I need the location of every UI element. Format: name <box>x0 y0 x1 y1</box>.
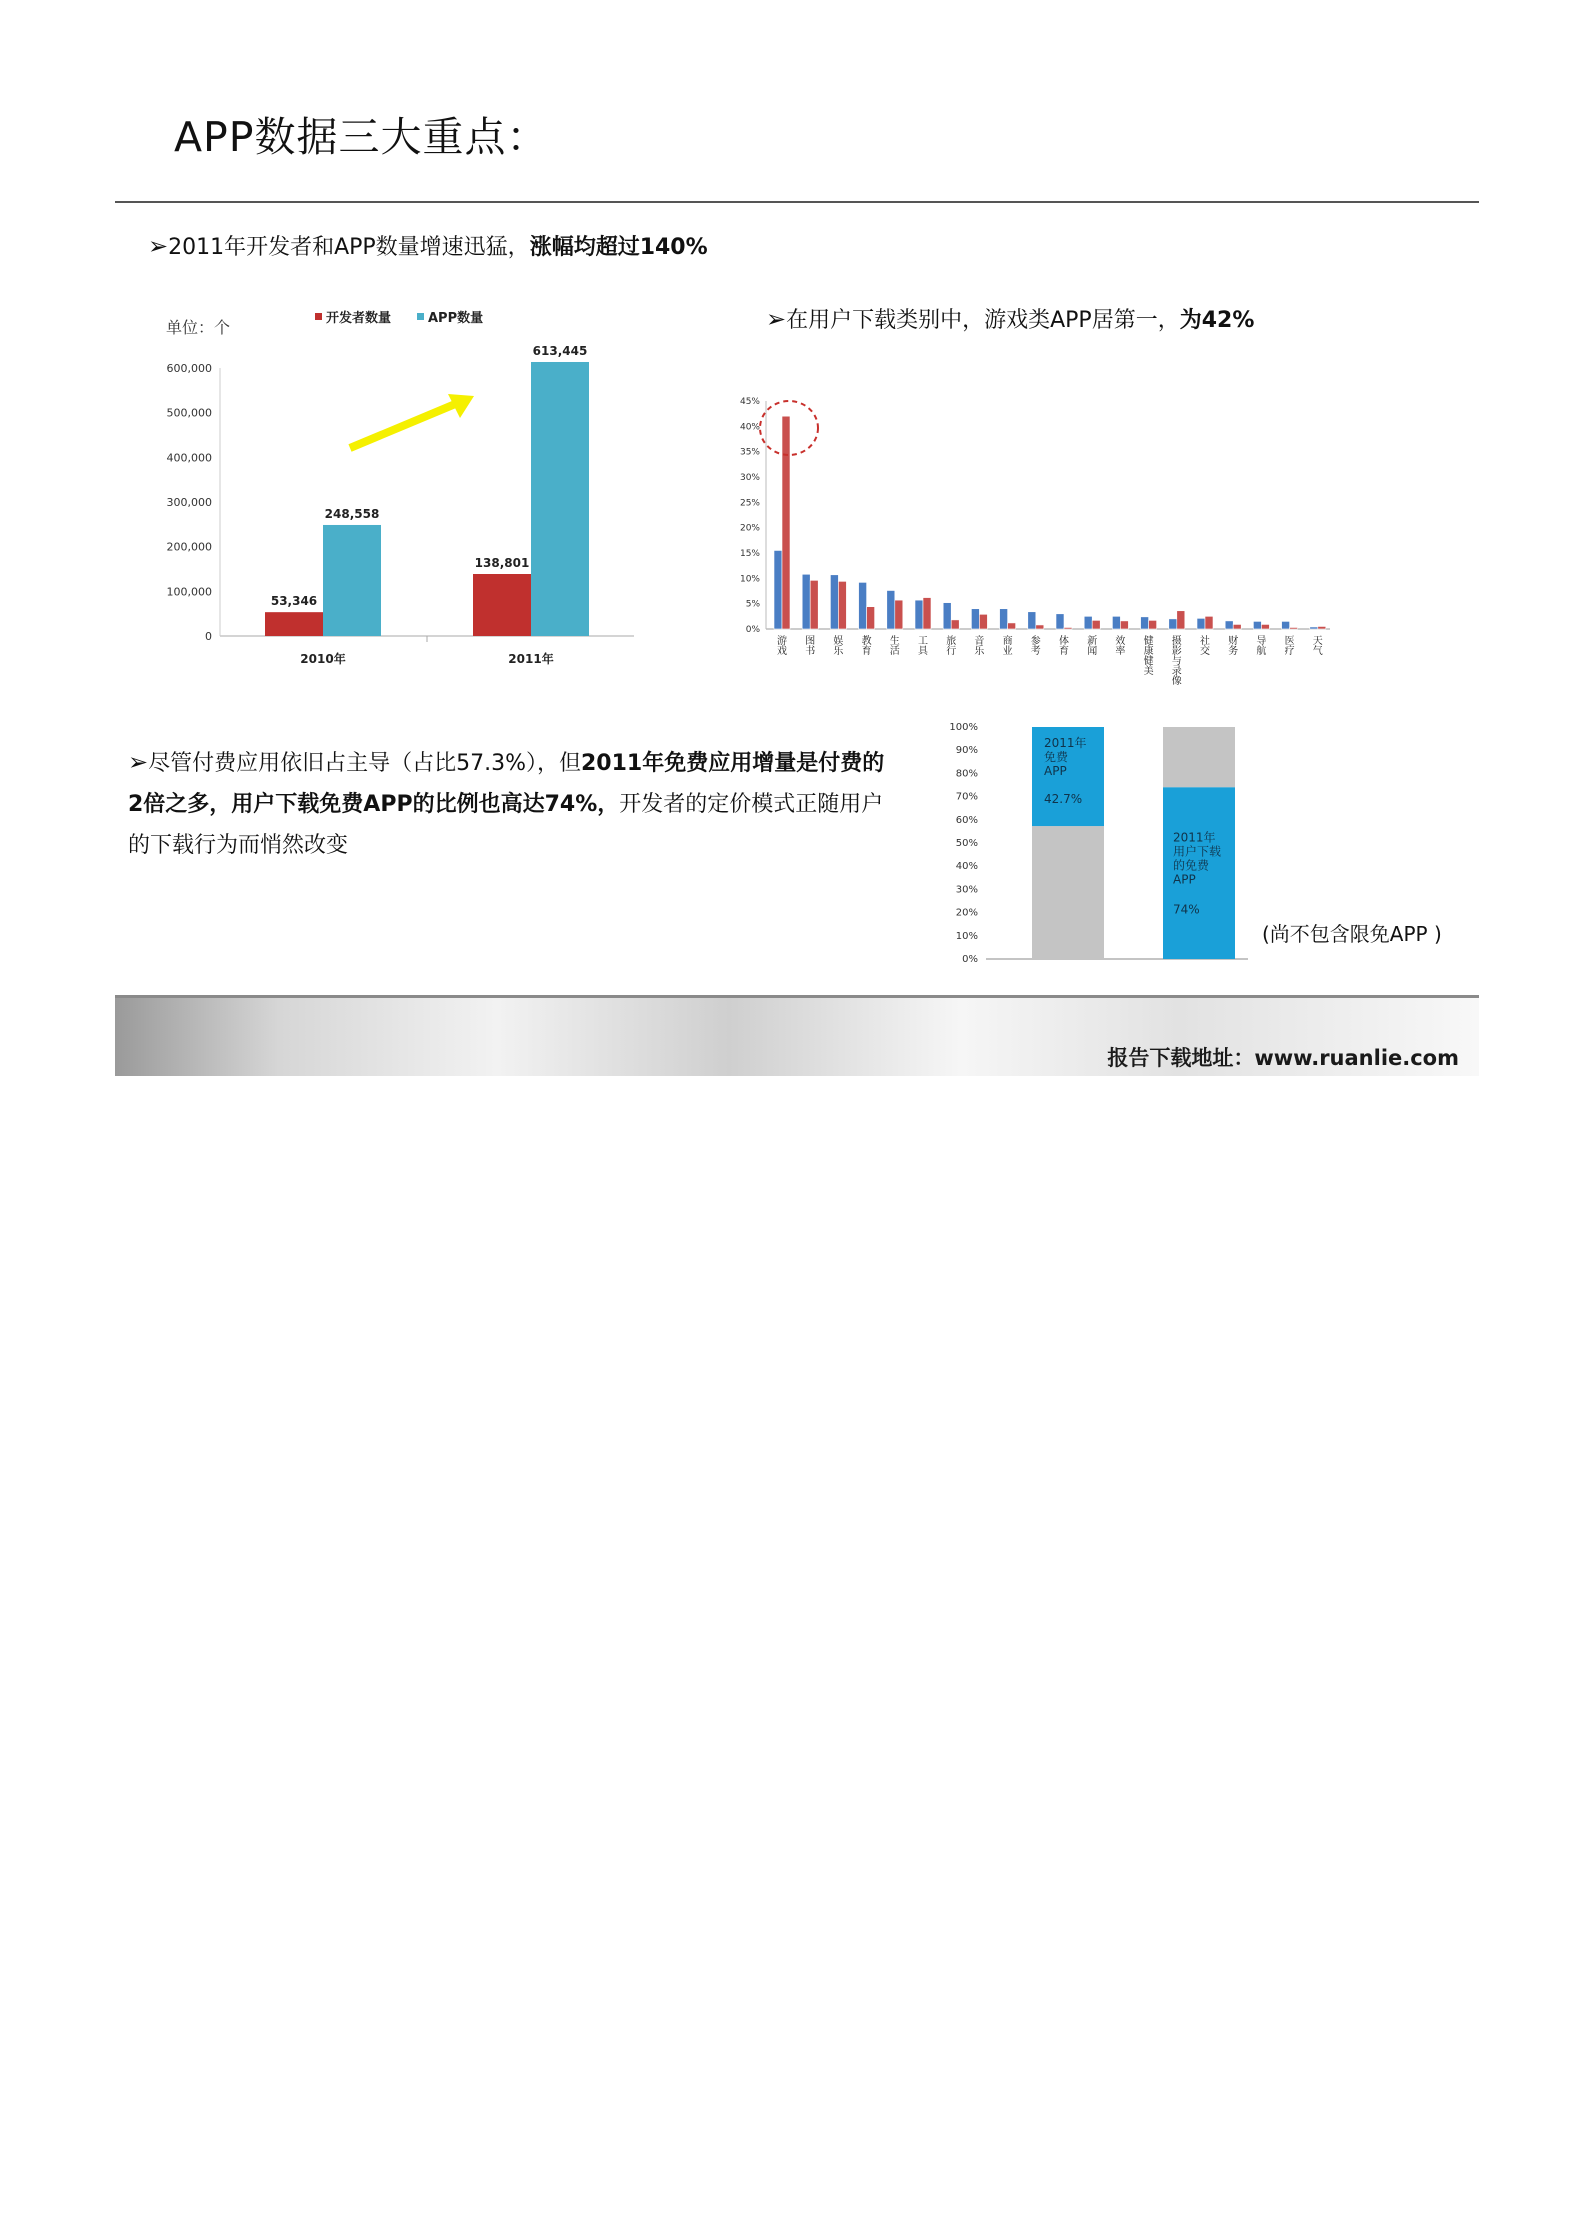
bar <box>1177 611 1185 629</box>
data-label: 613,445 <box>532 343 588 358</box>
bar <box>1141 617 1149 629</box>
download-category-chart <box>740 390 1340 710</box>
bar <box>774 550 782 629</box>
bar <box>1064 627 1072 629</box>
x-tick-label: 医疗 <box>1284 636 1295 657</box>
x-tick-label: 效率 <box>1115 636 1126 657</box>
x-tick-label: 音乐 <box>974 636 985 657</box>
bar <box>1120 621 1128 629</box>
bar-rest <box>1163 727 1235 787</box>
bar <box>1233 624 1241 629</box>
bar <box>838 581 846 629</box>
bar-label: 2011年 <box>1044 736 1087 750</box>
bullet-arrow-icon: ➢ <box>148 232 169 260</box>
bar <box>1310 627 1318 629</box>
x-tick-label: 财务 <box>1228 636 1239 657</box>
bullet-3 <box>128 742 888 866</box>
bar <box>943 603 951 629</box>
bar-label: 2011年 <box>1173 830 1216 845</box>
y-tick-label: 25% <box>740 498 760 509</box>
data-label: 248,558 <box>324 506 380 521</box>
y-tick-label: 60% <box>955 814 978 826</box>
y-tick-label: 40% <box>955 861 978 873</box>
bullet-1 <box>148 230 708 261</box>
bar <box>1092 620 1100 629</box>
bullet-2-text: 在用户下载类别中，游戏类APP居第一， <box>786 308 1180 333</box>
y-tick-label: 0 <box>205 630 212 643</box>
bar-label: 用户下载 <box>1173 844 1222 859</box>
bar-value-label: 42.7% <box>1044 792 1083 806</box>
y-tick-label: 10% <box>955 930 978 942</box>
y-tick-label: 0% <box>962 954 978 965</box>
bar <box>859 582 867 629</box>
bar <box>1000 609 1008 629</box>
bar <box>951 620 959 629</box>
unit-label: 单位：个 <box>166 318 231 337</box>
x-tick-label: 体育 <box>1059 636 1069 657</box>
bullet-arrow-icon: ➢ <box>766 305 787 333</box>
bullet-1-bold: 涨幅均超过140% <box>529 235 708 260</box>
footer-bar <box>115 995 1479 1076</box>
x-tick-label: 工具 <box>918 636 928 657</box>
bar <box>1290 627 1298 629</box>
bar-label: 免费 <box>1044 750 1069 764</box>
y-tick-label: 90% <box>955 745 978 757</box>
bar <box>1028 612 1036 629</box>
legend-label: 开发者数量 <box>326 311 392 326</box>
bar <box>1205 616 1213 629</box>
bar <box>531 362 589 636</box>
exclusion-note: (尚不包含限免APP ) <box>1262 922 1442 946</box>
bar <box>473 574 531 636</box>
bullet-1-text: 2011年开发者和APP数量增速迅猛， <box>168 235 530 260</box>
bar <box>782 416 790 629</box>
y-tick-label: 0% <box>745 625 760 635</box>
y-tick-label: 500,000 <box>166 406 212 420</box>
bar <box>1225 621 1233 629</box>
x-tick-label: 生活 <box>889 636 900 657</box>
footer-download-link[interactable]: 报告下载地址：www.ruanlie.com <box>1107 1046 1459 1070</box>
bar <box>1282 621 1290 629</box>
data-label: 53,346 <box>270 594 318 609</box>
free-app-share-chart <box>948 718 1268 978</box>
y-tick-label: 35% <box>740 447 760 458</box>
bar <box>810 580 818 629</box>
x-tick-label: 2011年 <box>508 652 554 666</box>
x-tick-label: 图书 <box>805 636 816 657</box>
y-tick-label: 30% <box>740 473 760 483</box>
bar <box>1056 614 1064 629</box>
y-tick-label: 200,000 <box>166 540 212 554</box>
bar <box>1169 619 1177 629</box>
x-tick-label: 教育 <box>861 636 872 657</box>
x-tick-label: 旅行 <box>946 636 957 657</box>
bar <box>1084 616 1092 629</box>
x-tick-label: 摄影与录像 <box>1171 636 1182 687</box>
y-tick-label: 30% <box>955 884 978 896</box>
bullet-3-text-b: 开发者的定价模式正随用户的下载行为而悄然改变 <box>128 792 884 858</box>
bar <box>887 590 895 629</box>
page-title: APP数据三大重点： <box>174 113 549 161</box>
bar <box>1008 623 1016 629</box>
legend-swatch <box>315 313 322 320</box>
y-tick-label: 10% <box>740 574 760 585</box>
title-divider <box>115 201 1479 203</box>
x-tick-label: 社交 <box>1200 636 1210 657</box>
bar <box>830 575 838 629</box>
bullet-3-text-a: 尽管付费应用依旧占主导（占比57.3%），但 <box>148 751 581 776</box>
x-tick-label: 天气 <box>1312 636 1323 657</box>
y-tick-label: 300,000 <box>166 496 212 509</box>
y-tick-label: 400,000 <box>166 451 212 465</box>
bullet-2-bold: 为42% <box>1179 308 1255 333</box>
bar <box>895 600 903 629</box>
x-tick-label: 健康健美 <box>1143 636 1154 677</box>
bar <box>1318 626 1326 629</box>
bar <box>867 607 875 629</box>
bar <box>1036 625 1044 629</box>
bar <box>923 598 931 629</box>
bar-value-label: 74% <box>1173 902 1200 917</box>
bar <box>979 614 987 629</box>
data-label: 138,801 <box>474 556 530 571</box>
developer-app-count-chart <box>150 300 650 680</box>
bar <box>265 612 323 636</box>
y-tick-label: 100% <box>949 722 978 733</box>
bar <box>802 574 810 629</box>
bullet-3-bold: 2011年免费应用增量是付费的2倍之多，用户下载免费APP的比例也高达74%， <box>128 751 885 817</box>
bullet-2 <box>766 303 1254 334</box>
x-tick-label: 新闻 <box>1087 636 1098 657</box>
bar-label: 的免费 <box>1173 858 1210 873</box>
y-tick-label: 20% <box>955 907 978 919</box>
growth-arrow-shaft <box>350 402 460 448</box>
bar-label: APP <box>1044 764 1067 778</box>
bar <box>915 600 923 629</box>
y-tick-label: 70% <box>955 791 978 803</box>
bar <box>971 609 979 629</box>
bar <box>1112 616 1120 629</box>
y-tick-label: 100,000 <box>166 585 212 599</box>
x-tick-label: 商业 <box>1002 636 1013 657</box>
y-tick-label: 5% <box>745 599 760 610</box>
bar <box>1261 624 1269 629</box>
y-tick-label: 50% <box>955 838 978 849</box>
y-tick-label: 45% <box>740 397 760 407</box>
x-tick-label: 2010年 <box>300 652 346 666</box>
bar-rest <box>1032 826 1104 959</box>
y-tick-label: 20% <box>740 523 760 534</box>
bar <box>1253 621 1261 629</box>
bar-label: APP <box>1173 872 1196 887</box>
y-tick-label: 600,000 <box>166 362 212 375</box>
bullet-arrow-icon: ➢ <box>128 748 149 776</box>
x-tick-label: 参考 <box>1030 636 1041 657</box>
x-tick-label: 娱乐 <box>833 636 844 657</box>
bar <box>1149 620 1157 629</box>
x-tick-label: 游戏 <box>777 636 787 657</box>
legend-label: APP数量 <box>428 311 484 326</box>
x-tick-label: 导航 <box>1256 636 1267 657</box>
legend-swatch <box>417 313 424 320</box>
y-tick-label: 15% <box>740 549 760 559</box>
y-tick-label: 80% <box>955 768 978 780</box>
y-tick-label: 40% <box>740 422 760 433</box>
bar <box>323 525 381 636</box>
bar <box>1197 618 1205 629</box>
